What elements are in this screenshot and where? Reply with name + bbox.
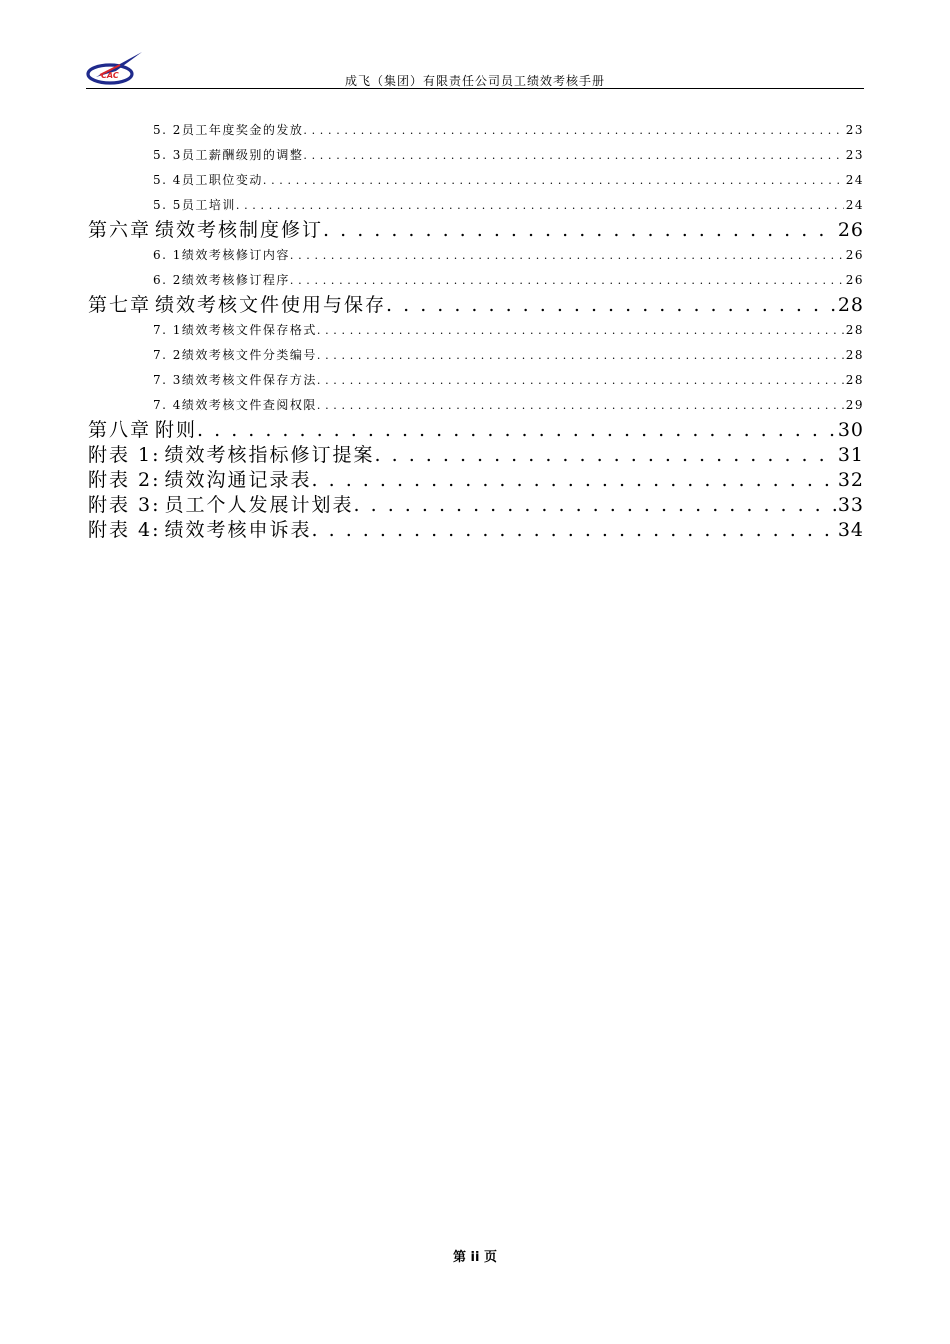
toc-section-entry[interactable] [88, 268, 864, 293]
toc-entry-number: 6. 2 [153, 273, 182, 287]
toc-entry-label: 绩效考核指标修订提案 [164, 444, 375, 466]
toc-entry-number: 第六章 [88, 219, 152, 241]
toc-dot-leader [197, 418, 836, 443]
toc-section-entry[interactable] [88, 143, 864, 168]
page-header [86, 48, 864, 90]
toc-entry-page: 26 [837, 219, 864, 241]
toc-chapter-entry[interactable] [88, 468, 864, 493]
toc-entry-label: 绩效考核文件保存格式 [181, 323, 317, 337]
toc-dot-leader [303, 118, 843, 143]
toc-entry-number: 6. 1 [153, 248, 182, 262]
toc-entry-number: 7. 4 [153, 398, 182, 412]
toc-dot-leader [354, 493, 836, 518]
toc-section-entry[interactable] [88, 243, 864, 268]
toc-entry-label: 绩效考核修订内容 [181, 248, 290, 262]
toc-entry-page: 30 [837, 419, 864, 441]
toc-entry-page: 32 [837, 469, 864, 491]
toc-entry-number: 5. 2 [153, 123, 182, 137]
toc-entry-number: 5. 3 [153, 148, 182, 162]
toc-section-entry[interactable] [88, 343, 864, 368]
toc-entry-label: 绩效考核文件使用与保存 [155, 294, 387, 316]
toc-entry-page: 31 [837, 444, 864, 466]
toc-entry-number: 7. 2 [153, 348, 182, 362]
toc-section-entry[interactable] [88, 318, 864, 343]
toc-section-entry[interactable] [88, 193, 864, 218]
toc-entry-page: 29 [845, 398, 864, 412]
toc-entry-label: 员工薪酬级别的调整 [181, 148, 304, 162]
toc-entry-page: 28 [837, 294, 864, 316]
toc-entry-page: 23 [845, 123, 864, 137]
toc-entry-label: 员工年度奖金的发放 [181, 123, 304, 137]
toc-entry-number: 附表 4: [88, 519, 161, 541]
toc-entry-number: 7. 1 [153, 323, 182, 337]
toc-entry-label: 员工职位变动 [181, 173, 263, 187]
toc-entry-label: 绩效考核申诉表 [164, 519, 312, 541]
toc-entry-page: 28 [845, 323, 864, 337]
toc-section-entry[interactable] [88, 118, 864, 143]
header-title: 成飞（集团）有限责任公司员工绩效考核手册 [344, 74, 605, 88]
toc-section-entry[interactable] [88, 368, 864, 393]
toc-dot-leader [290, 243, 844, 268]
toc-entry-page: 24 [845, 173, 864, 187]
toc-entry-page: 26 [845, 273, 864, 287]
toc-dot-leader [236, 193, 844, 218]
table-of-contents [88, 118, 864, 543]
svg-text:CAC: CAC [101, 71, 119, 80]
toc-entry-page: 28 [845, 348, 864, 362]
toc-entry-number: 5. 5 [153, 198, 182, 212]
toc-entry-number: 第七章 [88, 294, 152, 316]
toc-entry-number: 第八章 [88, 419, 152, 441]
toc-entry-label: 附则 [155, 419, 198, 441]
toc-dot-leader [323, 218, 836, 243]
toc-dot-leader [317, 393, 844, 418]
toc-entry-page: 28 [845, 373, 864, 387]
toc-entry-number: 7. 3 [153, 373, 182, 387]
toc-entry-page: 24 [845, 198, 864, 212]
toc-dot-leader [263, 168, 844, 193]
toc-entry-label: 绩效考核文件查阅权限 [181, 398, 317, 412]
toc-dot-leader [312, 468, 836, 493]
toc-section-entry[interactable] [88, 393, 864, 418]
toc-dot-leader [375, 443, 836, 468]
toc-entry-page: 26 [845, 248, 864, 262]
toc-entry-label: 绩效沟通记录表 [164, 469, 312, 491]
toc-entry-label: 绩效考核文件分类编号 [181, 348, 317, 362]
toc-dot-leader [290, 268, 844, 293]
toc-dot-leader [312, 518, 836, 543]
toc-entry-number: 5. 4 [153, 173, 182, 187]
toc-chapter-entry[interactable] [88, 418, 864, 443]
toc-entry-number: 附表 1: [88, 444, 161, 466]
toc-entry-number: 附表 2: [88, 469, 161, 491]
toc-dot-leader [303, 143, 843, 168]
toc-entry-page: 23 [845, 148, 864, 162]
toc-dot-leader [317, 368, 844, 393]
toc-entry-label: 员工个人发展计划表 [164, 494, 354, 516]
toc-dot-leader [317, 318, 844, 343]
toc-dot-leader [386, 293, 836, 318]
toc-entry-number: 附表 3: [88, 494, 161, 516]
toc-section-entry[interactable] [88, 168, 864, 193]
toc-entry-label: 绩效考核修订程序 [181, 273, 290, 287]
page-number: 第 ii 页 [453, 1250, 497, 1265]
toc-chapter-entry[interactable] [88, 293, 864, 318]
toc-entry-label: 绩效考核制度修订 [155, 219, 324, 241]
header-divider [86, 88, 864, 89]
toc-chapter-entry[interactable] [88, 218, 864, 243]
toc-chapter-entry[interactable] [88, 493, 864, 518]
toc-chapter-entry[interactable] [88, 518, 864, 543]
toc-entry-page: 33 [837, 494, 864, 516]
toc-dot-leader [317, 343, 844, 368]
toc-entry-page: 34 [837, 519, 864, 541]
toc-entry-label: 绩效考核文件保存方法 [181, 373, 317, 387]
toc-chapter-entry[interactable] [88, 443, 864, 468]
toc-entry-label: 员工培训 [181, 198, 236, 212]
